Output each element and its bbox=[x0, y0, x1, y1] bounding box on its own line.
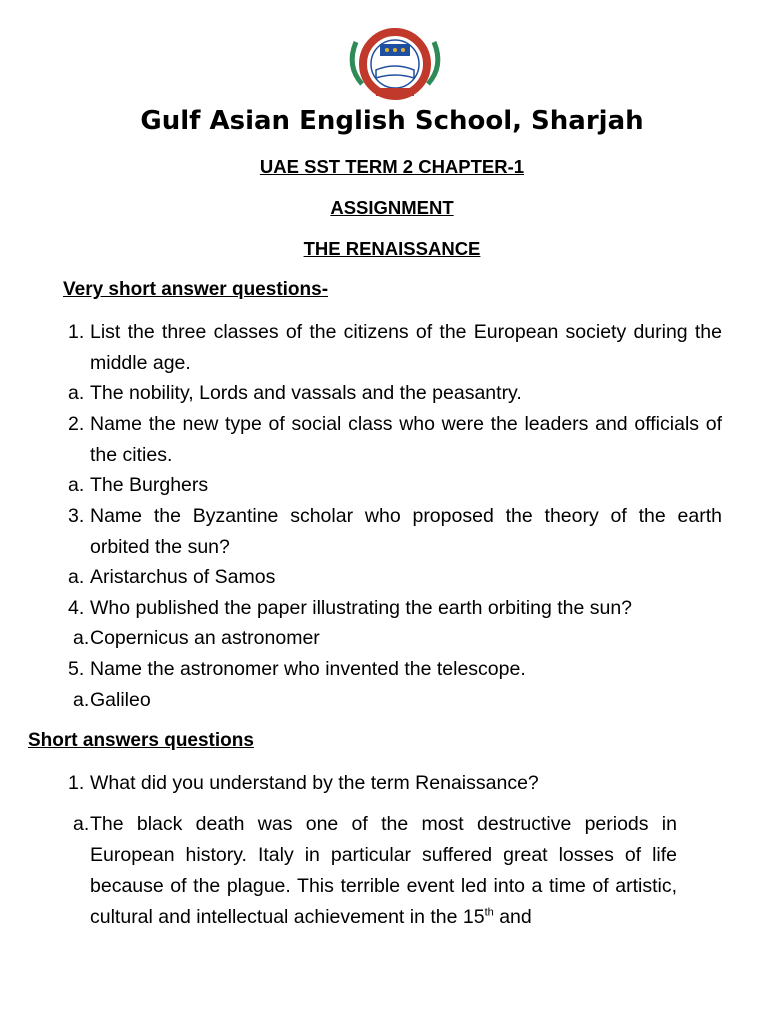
item-label: a. bbox=[73, 813, 90, 835]
school-name: Gulf Asian English School, Sharjah bbox=[140, 106, 644, 136]
item-label: 1. bbox=[68, 321, 85, 343]
assignment-topic: THE RENAISSANCE bbox=[303, 238, 481, 259]
school-logo bbox=[340, 26, 450, 106]
item-text: Galileo bbox=[90, 689, 151, 711]
item-label: a. bbox=[68, 474, 85, 496]
short-answers-heading: Short answers questions bbox=[28, 730, 254, 751]
ordinal-suffix: th bbox=[484, 906, 494, 919]
item-label: 4. bbox=[68, 597, 85, 619]
very-short-heading: Very short answer questions- bbox=[63, 279, 329, 300]
item-text: What did you understand by the term Renaissance? bbox=[90, 772, 539, 794]
answer-text: The black death was one of the most destructive periods in European history. Italy in particular suffered great losses of life because of the plague. This terrible event led into a time of artistic, cultural and intellectual achievement in the 15 bbox=[90, 813, 677, 928]
assignment-label: ASSIGNMENT bbox=[330, 197, 454, 218]
item-label: a. bbox=[73, 689, 90, 711]
item-text: The Burghers bbox=[90, 474, 209, 496]
item-label: 2. bbox=[68, 413, 85, 435]
item-text: List the three classes of the citizens of the European society during the middle age. bbox=[90, 321, 722, 374]
item-text: The nobility, Lords and vassals and the peasantry. bbox=[90, 382, 522, 404]
assignment-term: UAE SST TERM 2 CHAPTER-1 bbox=[259, 156, 525, 177]
item-text: Name the Byzantine scholar who proposed the theory of the earth orbited the sun? bbox=[90, 505, 722, 558]
item-label: 5. bbox=[68, 658, 85, 680]
item-label: 3. bbox=[68, 505, 85, 527]
item-text: Aristarchus of Samos bbox=[90, 566, 276, 588]
answer-tail: and bbox=[493, 906, 532, 928]
item-label: a. bbox=[68, 382, 85, 404]
item-label: a. bbox=[73, 627, 90, 649]
item-label: 1. bbox=[68, 772, 85, 794]
item-text: Copernicus an astronomer bbox=[90, 627, 320, 649]
item-text: Who published the paper illustrating the earth orbiting the sun? bbox=[90, 597, 633, 619]
item-text: Name the new type of social class who were the leaders and officials of the cities. bbox=[90, 413, 722, 466]
item-text bbox=[90, 809, 677, 933]
item-label: a. bbox=[68, 566, 85, 588]
item-text: Name the astronomer who invented the telescope. bbox=[90, 658, 526, 680]
